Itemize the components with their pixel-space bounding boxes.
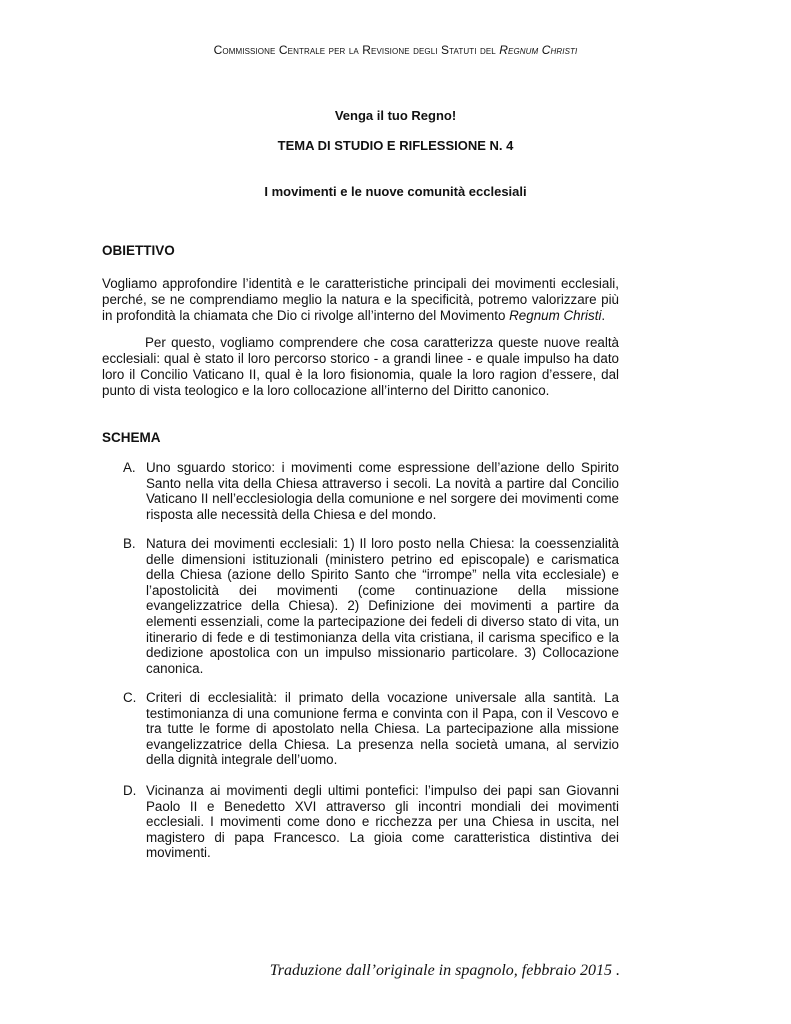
running-header (0, 43, 791, 57)
header-c3: R (358, 43, 372, 57)
schema-item-letter: A. (123, 460, 136, 475)
schema-item-text: Criteri di ecclesialità: il primato della vocazione universale alla santità. La testimonianza di una comunione ferma e convinta con il Papa, con il Vescovo e tra tutte le forme di apostolato nella Chiesa. La partecipazione alla missione evangelizzatrice della Chiesa. La presenza nella società umana, al servizio della dignità integrale dell’uomo. (146, 690, 619, 768)
schema-item-text: Natura dei movimenti ecclesiali: 1) Il loro posto nella Chiesa: la coessenzialità delle dimensioni istituzionali (ministero petrino ed episcopale) e carismatica della Chiesa (azione dello Spirito Santo che “irrompe” nella vita ecclesiale) e l’apostolicità dei movimenti (come continuazione della missione evangelizzatrice della Chiesa). 2) Definizione dei movimenti a partire da elementi essenziali, come la partecipazione dei fedeli di diverso stato di vita, un itinerario di fede e di testimonianza della vita cristiana, il carisma specifico e la dedizione apostolica con un impulso missionario particolare. 3) Collocazione canonica. (146, 536, 619, 676)
header-c6: C (538, 43, 551, 57)
header-c5: R (495, 43, 509, 57)
header-w3: evisione degli (371, 43, 438, 57)
header-w4: tatuti del (449, 43, 496, 57)
header-w2: entrale per la (287, 43, 359, 57)
schema-item-text: Uno sguardo storico: i movimenti come espressione dell’azione dello Spirito Santo nella vita della Chiesa attraverso i secoli. La novità a partire dal Concilio Vaticano II nell’ecclesiologia della comunione e nel sorgere dei movimenti come risposta alle necessità della Chiesa e del mondo. (146, 460, 619, 522)
schema-item-letter: B. (123, 536, 136, 551)
theme-title: TEMA DI STUDIO E RIFLESSIONE N. 4 (277, 138, 514, 153)
topic-title: I movimenti e le nuove comunità ecclesiali (264, 184, 527, 199)
schema-item-text: Vicinanza ai movimenti degli ultimi pontefici: l’impulso dei papi san Giovanni Paolo II e Benedetto XVI attraverso gli incontri mondiali dei movimenti ecclesiali. I movimenti come dono e ricchezza per una Chiesa in uscita, nel magistero di papa Francesco. La gioia come caratteristica distintiva dei movimenti. (146, 783, 619, 861)
obiettivo-paragraph-1 (102, 276, 619, 324)
schema-heading: SCHEMA (102, 430, 161, 445)
obiettivo-heading: OBIETTIVO (102, 243, 175, 258)
schema-item-letter: D. (123, 783, 137, 798)
header-w5: egnum (508, 43, 539, 57)
header-w1: ommissione (222, 43, 276, 57)
translation-note: Traduzione dall’originale in spagnolo, febbraio 2015 . (269, 962, 620, 979)
motto-title: Venga il tuo Regno! (334, 108, 457, 123)
obiettivo-paragraph-2: Per questo, vogliamo comprendere che cosa caratterizza queste nuove realtà ecclesiali: qual è stato il loro percorso storico - a grandi linee - e quale impulso ha dato loro il Concilio Vaticano II, qual è la loro fisionomia, quale la loro ragion d’essere, dal punto di vista teologico e la loro collocazione all’interno del Diritto canonico. (102, 335, 619, 398)
header-c4: S (437, 43, 450, 57)
obiettivo-p1-end: . (601, 308, 606, 323)
header-w6: hristi (550, 43, 578, 57)
header-c1: C (213, 43, 223, 57)
header-c2: C (275, 43, 288, 57)
obiettivo-p1-italic: Regnum Christi (509, 308, 602, 323)
obiettivo-p1-text: Vogliamo approfondire l’identità e le caratteristiche principali dei movimenti ecclesiali, perché, se ne comprendiamo meglio la natura e la specificità, potremo valorizzare più in profondità la chiamata che Dio ci rivolge all’interno del Movimento (102, 276, 619, 323)
schema-item-letter: C. (123, 690, 137, 705)
